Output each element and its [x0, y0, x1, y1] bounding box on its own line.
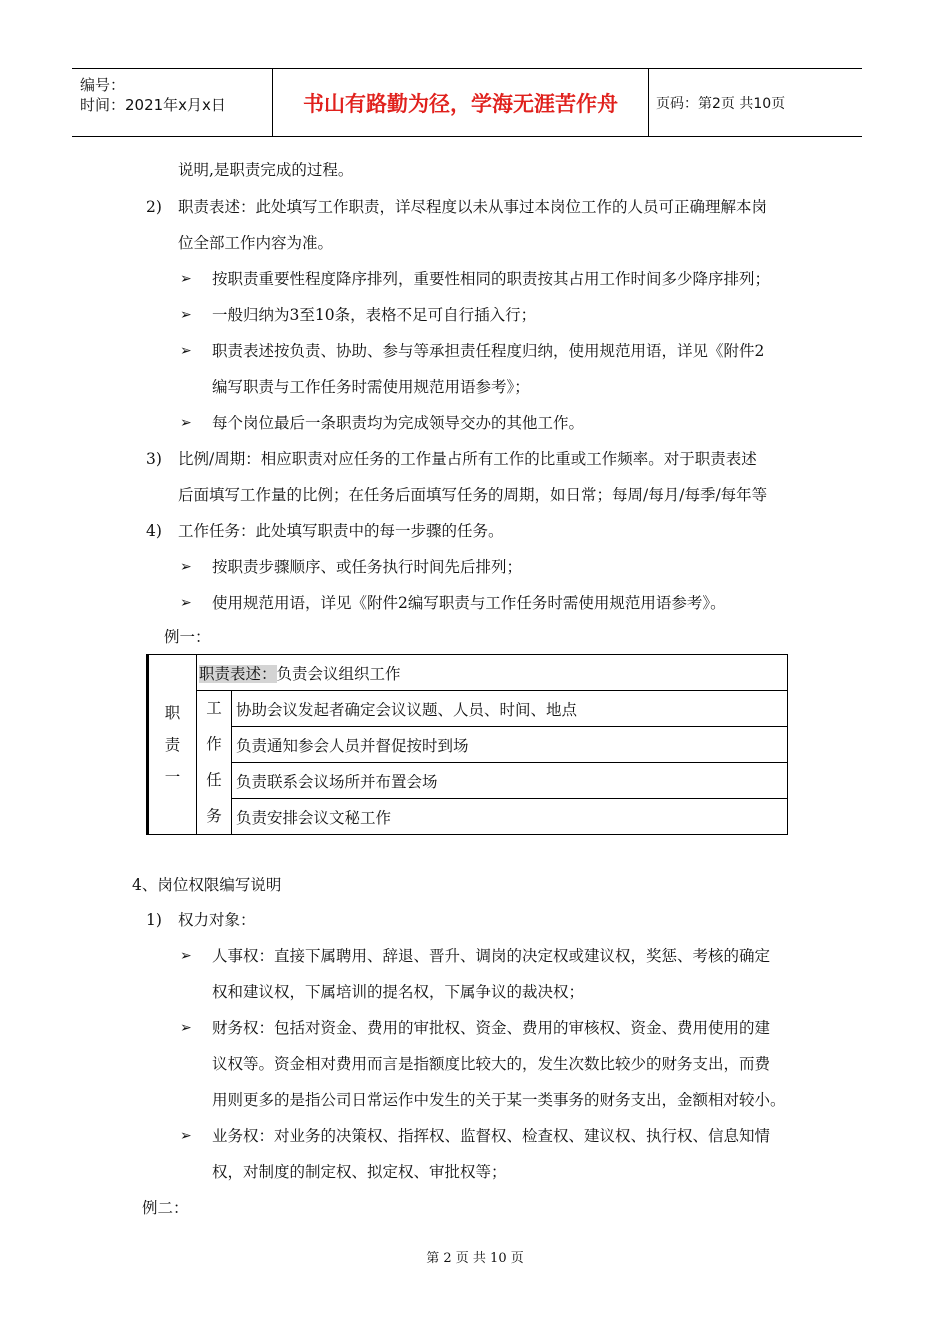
bullet-text: 权和建议权，下属培训的提名权，下属争议的裁决权；: [212, 983, 585, 1001]
bullet-icon: ➢: [180, 948, 192, 964]
body-line: 工作任务：此处填写职责中的每一步骤的任务。: [178, 522, 504, 540]
body-line: 后面填写工作量的比例；在任务后面填写任务的周期，如日常；每周/每月/每季/每年等: [178, 486, 768, 504]
task-label-char: 务: [206, 807, 222, 825]
task-cell: 负责联系会议场所并布置会场: [232, 763, 788, 799]
bullet-icon: ➢: [180, 307, 192, 323]
bullet-icon: ➢: [180, 595, 192, 611]
header-divider: [648, 69, 649, 136]
task-label-char: 作: [206, 735, 222, 753]
body-line: 说明,是职责完成的过程。: [178, 161, 354, 179]
task-cell: 负责通知参会人员并督促按时到场: [232, 727, 788, 763]
body-line: 比例/周期：相应职责对应任务的工作量占所有工作的比重或工作频率。对于职责表述: [178, 450, 757, 468]
bullet-text: 按职责步骤顺序、或任务执行时间先后排列；: [212, 558, 523, 576]
doc-number-label: 编号：: [80, 76, 126, 94]
duty-statement-text: 负责会议组织工作: [276, 664, 401, 683]
bullet-text: 财务权：包括对资金、费用的审批权、资金、费用的审核权、资金、费用使用的建: [212, 1019, 771, 1037]
doc-time: 时间：2021年x月x日: [80, 96, 226, 114]
list-number: 2): [146, 198, 162, 216]
duty-label-char: 一: [164, 767, 181, 786]
bullet-text: 议权等。资金相对费用而言是指额度比较大的，发生次数比较少的财务支出，而费: [212, 1055, 771, 1073]
header-page-code: 页码：第2页 共10页: [656, 96, 786, 112]
list-number: 1): [146, 911, 162, 929]
list-number: 3): [146, 450, 162, 468]
bullet-text: 权，对制度的制定权、拟定权、审批权等；: [212, 1163, 507, 1181]
section-heading: 4、岗位权限编写说明: [132, 876, 282, 894]
body-line: 职责表述：此处填写工作职责，详尽程度以未从事过本岗位工作的人员可正确理解本岗: [178, 198, 768, 216]
bullet-icon: ➢: [180, 1020, 192, 1036]
bullet-icon: ➢: [180, 1128, 192, 1144]
bullet-text: 职责表述按负责、协助、参与等承担责任程度归纳，使用规范用语，详见《附件2: [212, 342, 765, 360]
header-motto: 书山有路勤为径，学海无涯苦作舟: [303, 91, 618, 116]
duty-example-table: [146, 654, 788, 835]
bullet-text: 按职责重要性程度降序排列，重要性相同的职责按其占用工作时间多少降序排列；: [212, 270, 771, 288]
duty-label-char: 职: [164, 703, 181, 722]
bullet-icon: ➢: [180, 415, 192, 431]
task-label-char: 工: [206, 699, 222, 717]
task-label-char: 任: [206, 771, 222, 789]
bullet-text: 编写职责与工作任务时需使用规范用语参考》；: [212, 378, 530, 396]
list-number: 4): [146, 522, 162, 540]
bullet-text: 业务权：对业务的决策权、指挥权、监督权、检查权、建议权、执行权、信息知情: [212, 1127, 771, 1145]
task-cell: 协助会议发起者确定会议议题、人员、时间、地点: [232, 691, 788, 727]
bullet-text: 人事权：直接下属聘用、辞退、晋升、调岗的决定权或建议权，奖惩、考核的确定: [212, 947, 771, 965]
header-meta: [80, 75, 226, 115]
duty-statement-label: 职责表述：: [199, 664, 277, 683]
task-label-cell: [197, 691, 232, 835]
page-footer: 第 2 页 共 10 页: [426, 1251, 524, 1266]
bullet-text: 用则更多的是指公司日常运作中发生的关于某一类事务的财务支出，金额相对较小。: [212, 1091, 786, 1109]
duty-label-cell: [148, 655, 197, 835]
body-line: 权力对象：: [178, 911, 256, 929]
body-line: 位全部工作内容为准。: [178, 234, 334, 252]
bullet-text: 一般归纳为3至10条，表格不足可自行插入行；: [212, 306, 537, 324]
page-header: [72, 68, 862, 137]
bullet-icon: ➢: [180, 559, 192, 575]
duty-label-char: 责: [164, 735, 181, 754]
example-label: 例二：: [142, 1199, 189, 1217]
bullet-icon: ➢: [180, 271, 192, 287]
bullet-icon: ➢: [180, 343, 192, 359]
example-label: 例一：: [164, 628, 211, 646]
duty-statement-cell: [197, 655, 788, 691]
bullet-text: 每个岗位最后一条职责均为完成领导交办的其他工作。: [212, 414, 585, 432]
task-cell: 负责安排会议文秘工作: [232, 799, 788, 835]
bullet-text: 使用规范用语，详见《附件2编写职责与工作任务时需使用规范用语参考》。: [212, 594, 726, 612]
